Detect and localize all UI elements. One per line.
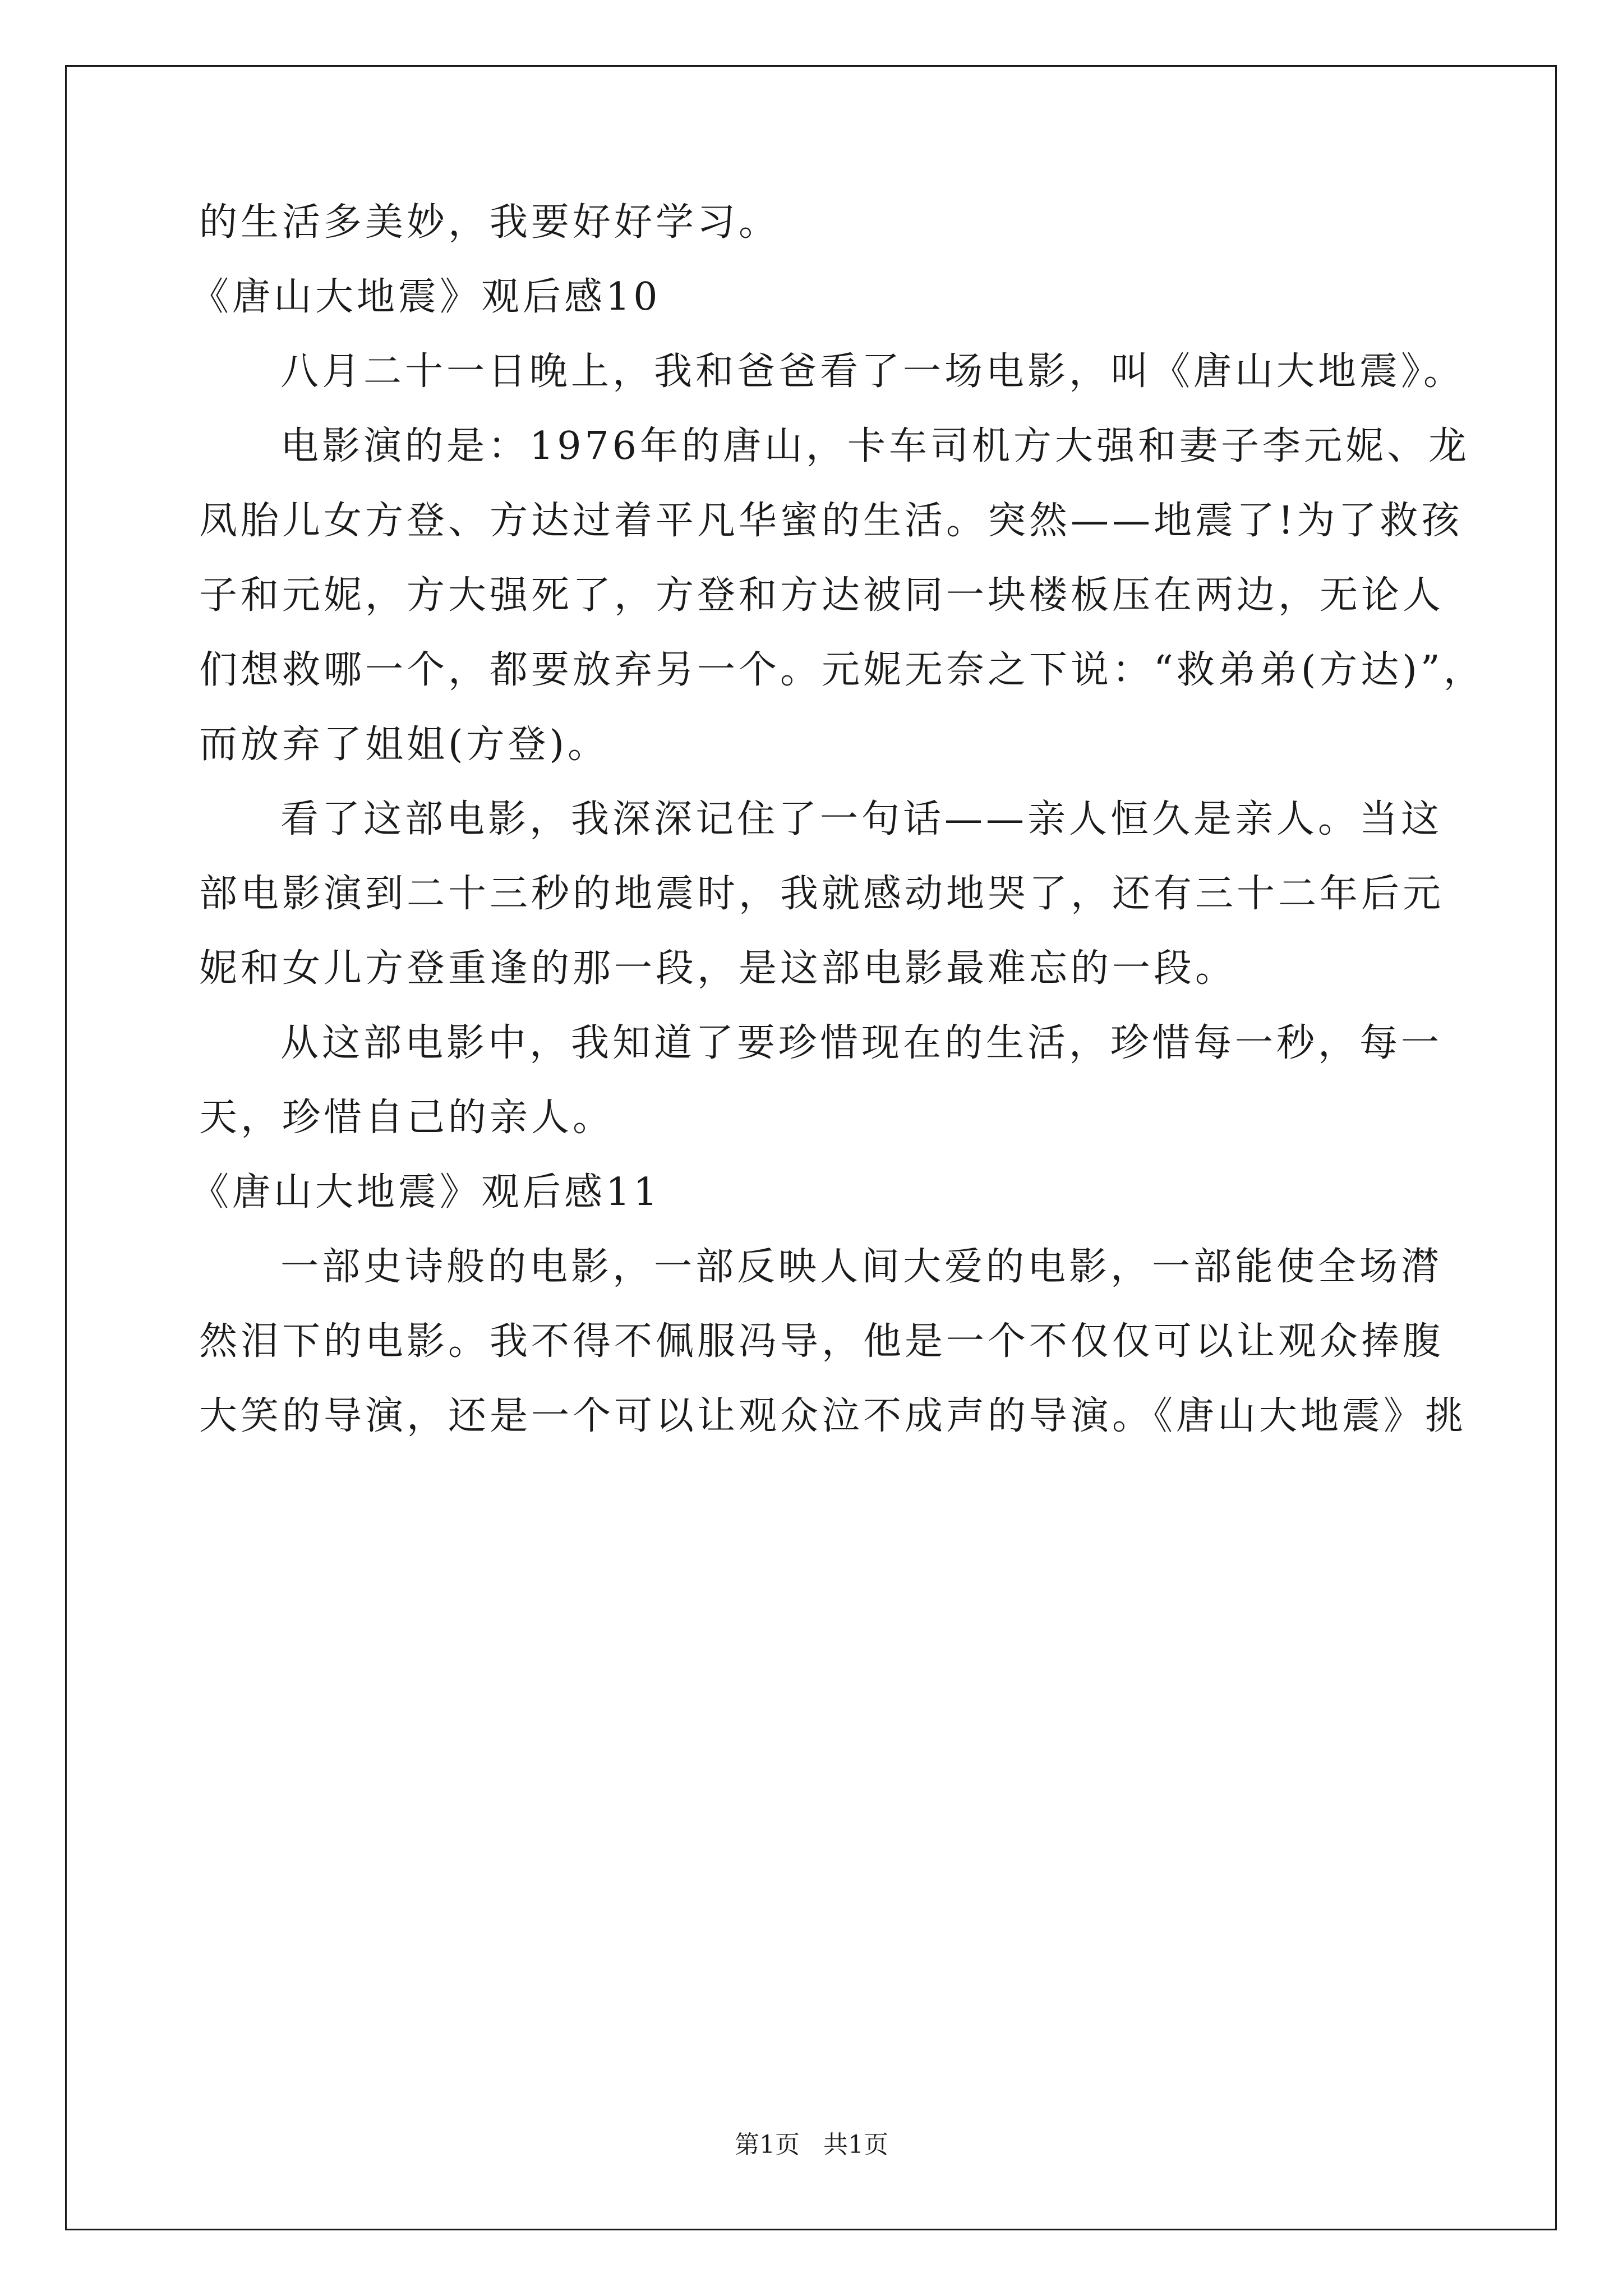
text-line: 凤胎儿女方登、方达过着平凡华蜜的生活。突然——地震了!为了救孩	[199, 499, 1463, 543]
paragraph-first-line: 从这部电影中，我知道了要珍惜现在的生活，珍惜每一秒，每一	[280, 1021, 1443, 1065]
text-line: 子和元妮，方大强死了，方登和方达被同一块楼板压在两边，无论人	[199, 573, 1445, 618]
text-line: 部电影演到二十三秒的地震时，我就感动地哭了，还有三十二年后元	[199, 872, 1445, 916]
document-body	[191, 185, 1485, 1453]
text-line: 然泪下的电影。我不得不佩服冯导，他是一个不仅仅可以让观众捧腹	[199, 1319, 1445, 1364]
text-line: 的生活多美妙，我要好好学习。	[199, 200, 781, 245]
text-line: 们想救哪一个，都要放弃另一个。元妮无奈之下说：“救弟弟(方达)”，	[199, 648, 1485, 692]
text-line: 而放弃了姐姐(方登)。	[199, 723, 610, 767]
essay-heading: 《唐山大地震》观后感10	[191, 275, 661, 319]
page-footer: 第1页 共1页	[735, 2131, 888, 2159]
paragraph-first-line: 看了这部电影，我深深记住了一句话——亲人恒久是亲人。当这	[280, 797, 1443, 841]
paragraph-first-line: 电影演的是：1976年的唐山，卡车司机方大强和妻子李元妮、龙	[280, 424, 1470, 468]
text-line: 妮和女儿方登重逢的那一段，是这部电影最难忘的一段。	[199, 946, 1237, 991]
text-line: 天，珍惜自己的亲人。	[199, 1096, 615, 1140]
text-line: 大笑的导演，还是一个可以让观众泣不成声的导演。《唐山大地震》挑	[199, 1394, 1467, 1438]
essay-heading: 《唐山大地震》观后感11	[191, 1170, 661, 1214]
paragraph-first-line: 一部史诗般的电影，一部反映人间大爱的电影，一部能使全场潸	[280, 1245, 1443, 1289]
paragraph-first-line: 八月二十一日晚上，我和爸爸看了一场电影，叫《唐山大地震》。	[280, 349, 1465, 394]
